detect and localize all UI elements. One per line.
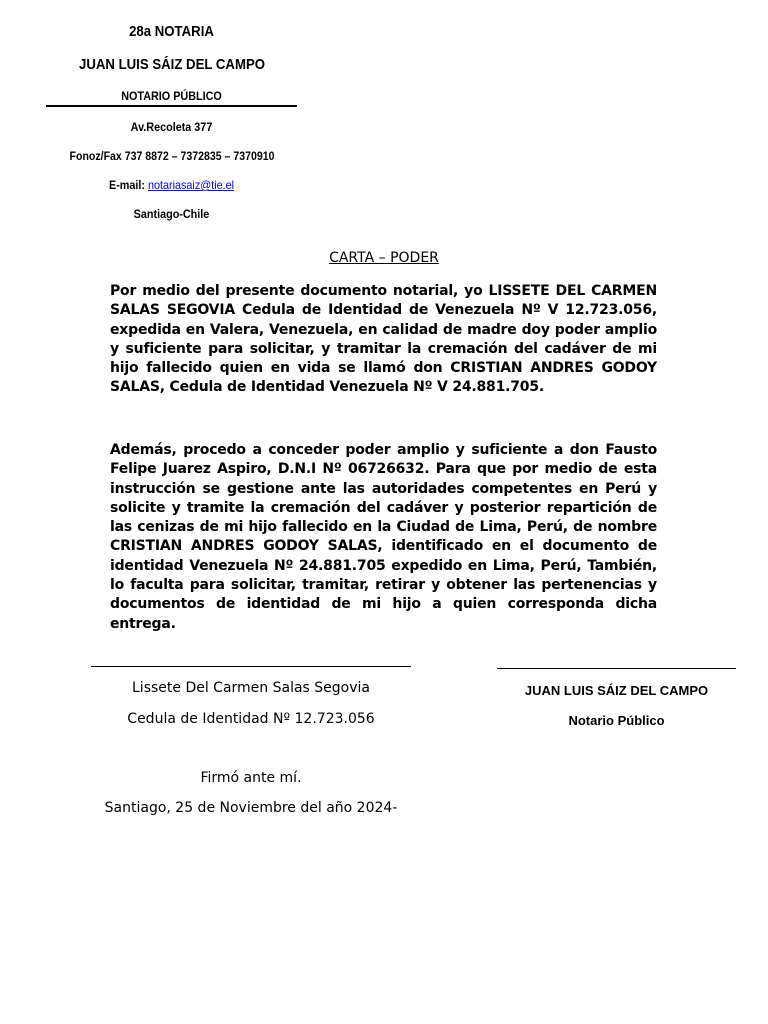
notaria-number: 28a NOTARIA [129,23,214,40]
phone-fax: Fonoz/Fax 737 8872 – 7372835 – 7370910 [69,149,275,163]
paragraph-2: Además, procedo a conceder poder amplio y suficiente a don Fausto Felipe Juarez Aspiro, D.N.I Nº 06726632. Para que por medio de esta instrucción se gestione ante las autoridades competentes en Perú y solicite y tramite la cremación del cadáver y posterior repartición de las cenizas de mi hijo fallecido en la Ciudad de Lima, Perú, de nombre CRISTIAN ANDRES GODOY SALAS, identificado en el documento de identidad Venezuela Nº 24.881.705 expedido en Lima, Perú, También, lo faculta para solicitar, tramitar, retirar y obtener las pertenencias y documentos de identidad de mi hijo a quien corresponda dicha entrega. [110,442,657,632]
date-line: Santiago, 25 de Noviembre del año 2024- [104,800,398,816]
document-title: CARTA – PODER [329,250,439,266]
grantor-signature-line [91,666,411,667]
address: Av.Recoleta 377 [130,120,213,134]
city: Santiago-Chile [133,207,210,221]
email-line [59,178,285,192]
email-link[interactable]: notariasaiz@tie.el [148,178,235,192]
paragraph-1: Por medio del presente documento notarial, yo LISSETE DEL CARMEN SALAS SEGOVIA Cedula de Identidad de Venezuela Nº V 12.723.056, expedida en Valera, Venezuela, en calidad de madre doy poder amplio y suficiente para solicitar, y tramitar la cremación del cadáver de mi hijo fallecido quien en vida se llamó don CRISTIAN ANDRES GODOY SALAS, Cedula de Identidad Venezuela Nº V 24.881.705. [110,283,657,396]
notary-name: JUAN LUIS SÁIZ DEL CAMPO [78,56,266,73]
email-label: E-mail: [108,178,149,192]
grantor-id: Cedula de Identidad Nº 12.723.056 [127,711,375,727]
notary-signature-title: Notario Público [568,713,665,728]
grantor-name: Lissete Del Carmen Salas Segovia [132,680,370,696]
notary-signature-line [497,668,736,669]
notary-signature-name: JUAN LUIS SÁIZ DEL CAMPO [524,683,709,698]
notary-title: NOTARIO PÚBLICO [121,89,222,103]
signed-before: Firmó ante mí. [200,770,302,786]
letterhead-divider [46,105,297,107]
